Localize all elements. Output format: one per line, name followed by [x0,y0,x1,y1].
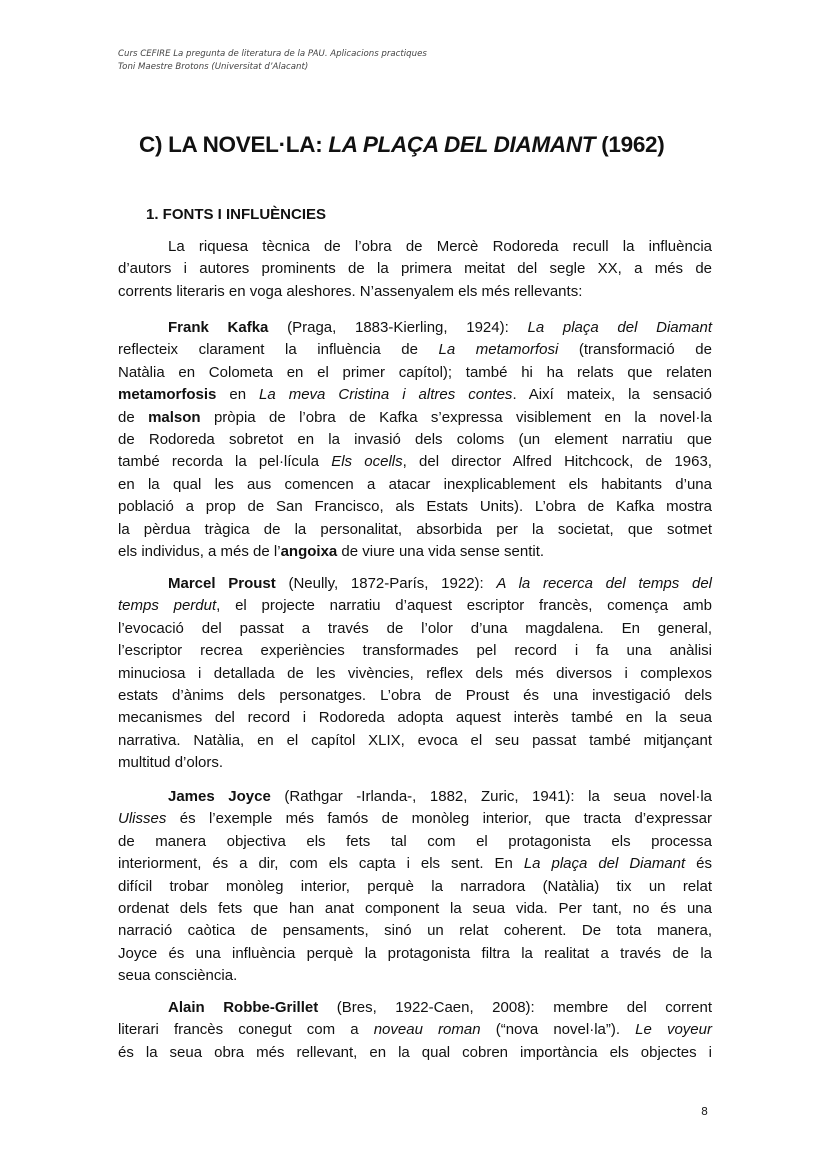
text-run: corrents literaris en voga aleshores. N’assenyalem els més rellevants: [118,282,583,300]
section-heading: 1. FONTS I INFLUÈNCIES [146,206,327,223]
text-line [118,730,712,752]
text-line [118,943,712,965]
italic-text: Le voyeur [635,1021,712,1039]
bold-text: malson [148,408,201,426]
text-run: (Praga, 1883-Kierling, 1924): [268,319,528,336]
bold-text: Frank Kafka [168,319,269,336]
text-run: multitud d’olors. [118,754,224,772]
text-line [118,595,712,617]
italic-text: Els ocells [331,453,403,471]
paragraph [118,317,712,563]
text-line [118,281,712,303]
text-line [118,429,712,451]
italic-text: A la recerca del temps del [496,575,712,592]
running-header-author: Toni Maestre Brotons (Universitat d’Alacant) [118,62,309,72]
text-run: en [216,386,260,404]
text-line [118,407,712,429]
text-run: (Bres, 1922-Caen, 2008): membre del corrent [318,999,712,1016]
italic-text: La meva Cristina i altres contes [259,386,513,404]
italic-text: noveau roman [373,1021,481,1039]
text-run: de [118,408,149,426]
running-header-course: Curs CEFIRE La pregunta de literatura de la PAU. Aplicacions practiques [118,49,427,59]
text-run: (transformació de [558,341,712,359]
text-run: l’escriptor recrea experiències transformades pel record i fa una anàlisi [118,642,712,660]
text-run: La riquesa tècnica de l’obra de Mercè Rodoreda recull la influència [168,238,712,255]
text-run: mecanismes del record i Rodoreda adopta aquest interès també en la seua [118,709,712,727]
text-run: de viure una vida sense sentit. [337,542,545,560]
paragraph [118,573,712,775]
text-line [118,519,712,541]
text-line [118,339,712,361]
text-run: ordenat dels fets que han anat component la seua vida. Per tant, no és una [118,899,712,917]
bold-text: Alain Robbe-Grillet [168,999,319,1016]
page-title [139,132,664,158]
text-line [118,362,712,384]
text-run: d’autors i autores prominents de la primera meitat del segle XX, a més de [118,260,712,278]
text-run: la pèrdua tràgica de la personalitat, absorbida per la societat, que sotmet [118,520,712,538]
text-line [118,707,712,729]
text-line [118,573,712,595]
bold-text: metamorfosis [118,386,217,404]
text-line [118,1019,712,1041]
text-run: interiorment, és a dir, com els capta i els sent. En [118,855,524,873]
text-line [118,317,712,339]
italic-text: La plaça del Diamant [523,855,686,873]
italic-text: Ulisses [118,810,167,828]
text-run: l’evocació del passat a través de l’olor d’una magdalena. En general, [118,619,712,637]
italic-text: La metamorfosi [438,341,559,359]
text-line [118,920,712,942]
text-line [118,876,712,898]
text-run: estats d’ànims dels personatges. L’obra de Proust és una investigació dels [118,686,712,704]
text-run: minuciosa i detallada de les vivències, reflex dels més diversos i complexos [118,664,712,682]
text-run: pròpia de l’obra de Kafka s’expressa visiblement en la novel·la [200,408,712,426]
text-run: és [685,855,713,873]
text-run: és la seua obra més rellevant, en la qual cobren importància els objectes i [118,1043,712,1061]
text-run: seua consciència. [118,967,238,985]
text-run: narrativa. Natàlia, en el capítol XLIX, evoca el seu passat també mitjançant [118,731,712,749]
text-line [118,786,712,808]
text-run: de manera objectiva els fets tal com el protagonista els processa [118,832,712,850]
bold-text: angoixa [280,542,338,560]
bold-text: James Joyce [168,788,271,805]
italic-text: La plaça del Diamant [527,319,712,336]
text-run: difícil trobar monòleg interior, perquè la narradora (Natàlia) tix un relat [118,877,712,895]
text-run: Natàlia en Colometa en el primer capítol); també hi ha relats que relaten [118,363,712,381]
text-line [118,965,712,987]
paragraph [118,997,712,1064]
text-line [118,663,712,685]
text-run: és l’exemple més famós de monòleg interior, que tracta d’expressar [166,810,712,828]
text-line [118,451,712,473]
text-line [118,496,712,518]
text-run: els individus, a més de l’ [118,542,281,560]
title-prefix: C) LA NOVEL·LA: [139,132,329,157]
text-line [118,752,712,774]
paragraph [118,236,712,303]
text-line [118,236,712,258]
text-line [118,808,712,830]
text-run: literari francès conegut com a [118,1021,374,1039]
paragraph [118,786,712,988]
text-line [118,1042,712,1064]
text-line [118,997,712,1019]
text-run: de Rodoreda sobretot en la invasió dels coloms (un element narratiu que [118,430,712,448]
text-line [118,685,712,707]
text-run: (Rathgar -Irlanda-, 1882, Zuric, 1941): la seua novel·la [270,788,712,805]
italic-text: temps perdut [118,597,217,615]
text-run: reflecteix clarament la influència de [118,341,439,359]
title-work: LA PLAÇA DEL DIAMANT [328,132,596,157]
page-number: 8 [701,1105,708,1118]
text-line [118,541,712,563]
text-run: , del director Alfred Hitchcock, de 1963, [402,453,712,471]
text-run: (“nova novel·la”). [480,1021,636,1039]
text-line [118,258,712,280]
text-run: en la qual les aus comencen a atacar inexplicablement els habitants d’una [118,475,712,493]
text-run: també recorda la pel·lícula [118,453,332,471]
text-run: . Així mateix, la sensació [512,386,712,404]
bold-text: Marcel Proust [168,575,276,592]
text-line [118,898,712,920]
text-run: , el projecte narratiu d’aquest escriptor francès, comença amb [216,597,712,615]
text-run: Joyce és una influència perquè la protagonista filtra la realitat a través de la [118,944,712,962]
title-year: (1962) [595,132,665,157]
text-line [118,853,712,875]
text-run: població a prop de San Francisco, als Estats Units). L’obra de Kafka mostra [118,498,712,516]
text-line [118,618,712,640]
text-line [118,831,712,853]
text-line [118,474,712,496]
text-run: (Neully, 1872-París, 1922): [275,575,497,592]
text-run: narració caòtica de pensaments, sinó un relat coherent. De tota manera, [118,922,712,940]
text-line [118,384,712,406]
text-line [118,640,712,662]
